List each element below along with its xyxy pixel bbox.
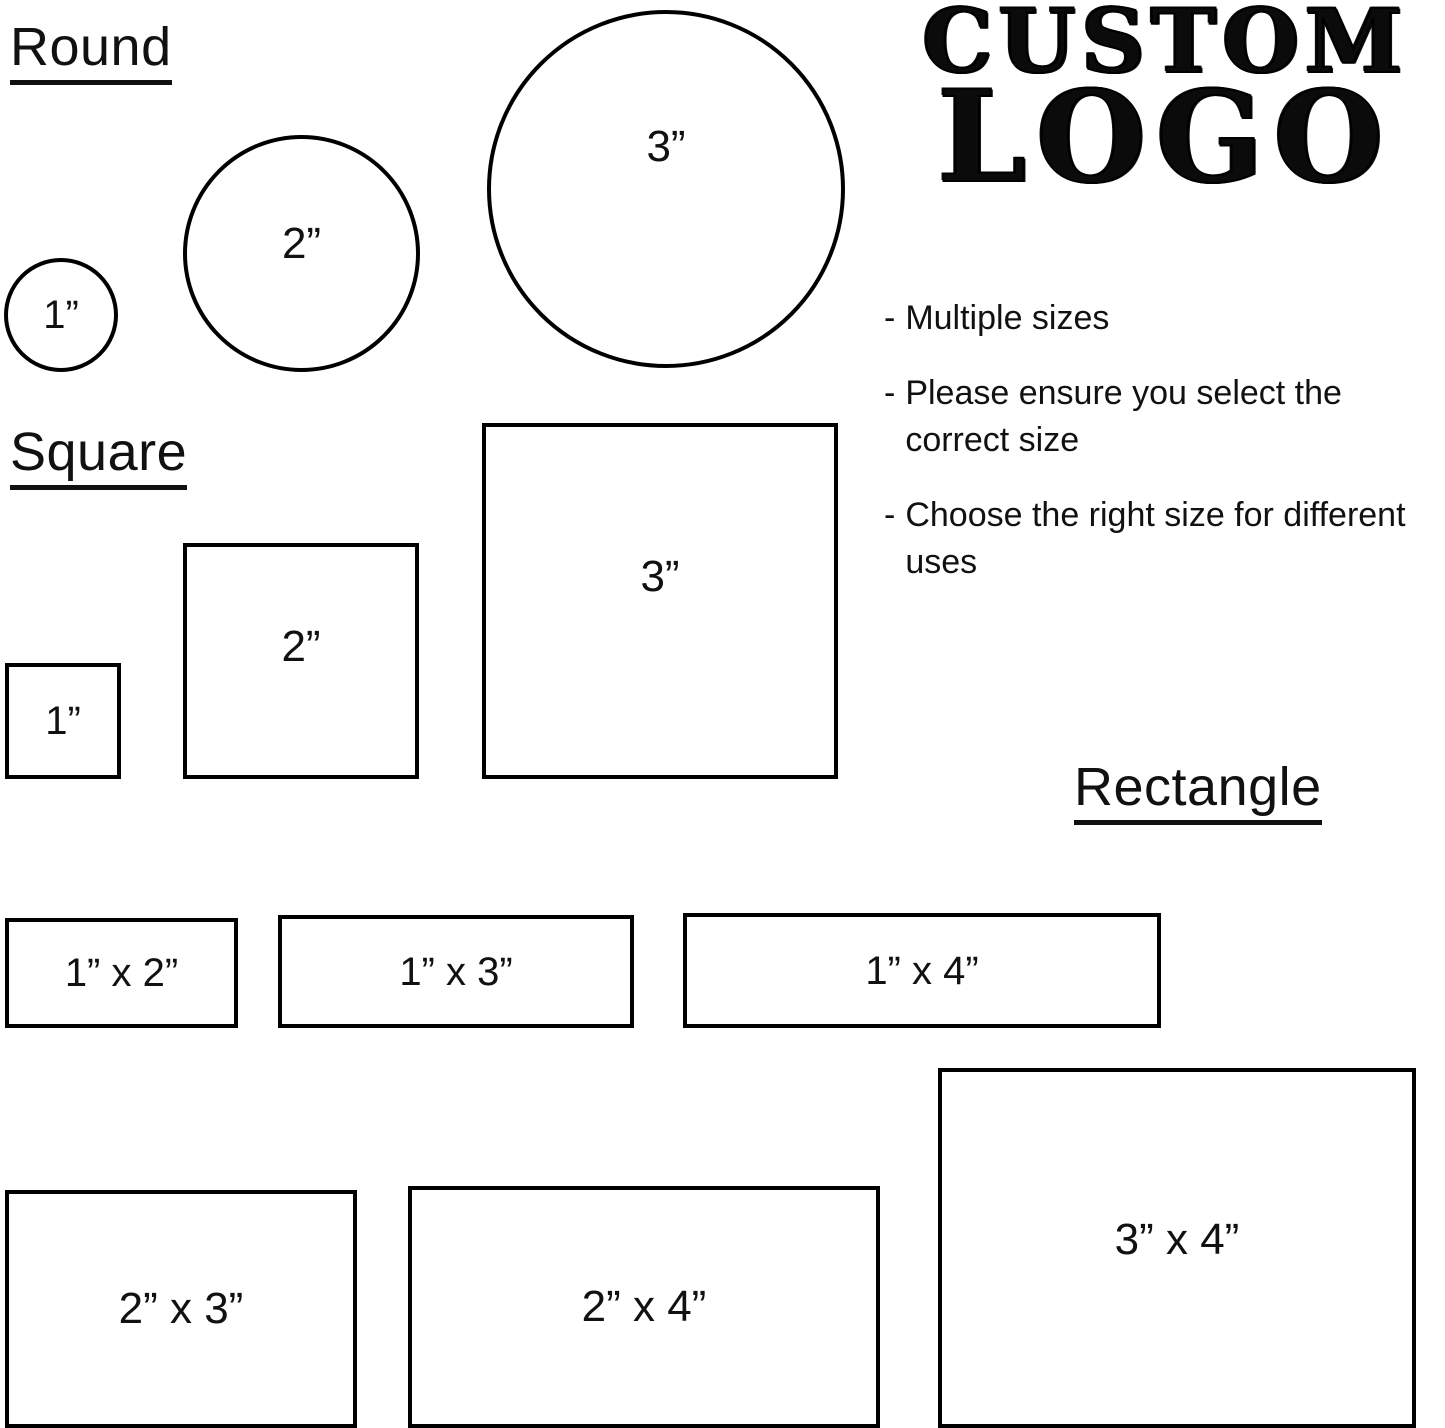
note-dash: - — [884, 299, 896, 337]
rectangle-shape-1x3[interactable] — [278, 915, 634, 1028]
square-shape-1in[interactable] — [5, 663, 121, 779]
custom-logo-line-1: CUSTOM — [922, 0, 1409, 93]
round-shape-1in-label: 1” — [43, 293, 79, 337]
round-section-heading — [10, 17, 172, 85]
square-shape-3in[interactable] — [482, 423, 838, 779]
note-item — [884, 492, 1445, 586]
square-shape-2in-label: 2” — [281, 622, 321, 671]
note-text: Please ensure you select the correct size — [905, 373, 1342, 459]
note-item — [884, 370, 1445, 464]
rectangle-heading-label: Rectangle — [1074, 760, 1322, 825]
rectangle-shape-3x4[interactable] — [938, 1068, 1416, 1428]
rectangle-shape-1x2-label: 1” x 2” — [64, 951, 179, 995]
note-dash: - — [884, 373, 896, 412]
rectangle-shape-2x3-label: 2” x 3” — [118, 1284, 244, 1333]
square-shape-2in[interactable] — [183, 543, 419, 779]
square-shape-1in-label: 1” — [45, 699, 81, 743]
round-shape-1in[interactable] — [4, 258, 118, 372]
custom-logo-block — [893, 0, 1438, 240]
rectangle-shape-3x4-label: 3” x 4” — [1114, 1215, 1240, 1264]
custom-logo-line-2: LOGO — [937, 62, 1394, 211]
round-shape-2in[interactable] — [183, 135, 420, 372]
round-shape-2in-label: 2” — [281, 218, 322, 268]
rectangle-shape-1x4-label: 1” x 4” — [865, 948, 979, 993]
note-item — [884, 295, 1445, 342]
note-dash: - — [884, 495, 896, 534]
rectangle-shape-2x4[interactable] — [408, 1186, 880, 1428]
rectangle-shape-2x3[interactable] — [5, 1190, 357, 1428]
notes-list — [884, 295, 1445, 614]
round-shape-3in-label: 3” — [646, 122, 686, 171]
square-heading-label: Square — [10, 425, 187, 490]
note-text: Choose the right size for different uses — [905, 495, 1406, 581]
note-text: Multiple sizes — [905, 299, 1110, 337]
rectangle-shape-1x3-label: 1” x 3” — [399, 949, 513, 994]
rectangle-shape-1x2[interactable] — [5, 918, 238, 1028]
rectangle-shape-2x4-label: 2” x 4” — [581, 1282, 707, 1331]
round-heading-label: Round — [10, 20, 172, 85]
square-section-heading — [10, 422, 188, 490]
rectangle-section-heading — [1074, 757, 1322, 825]
rectangle-shape-1x4[interactable] — [683, 913, 1161, 1028]
square-shape-3in-label: 3” — [640, 552, 680, 601]
round-shape-3in[interactable] — [487, 10, 845, 368]
